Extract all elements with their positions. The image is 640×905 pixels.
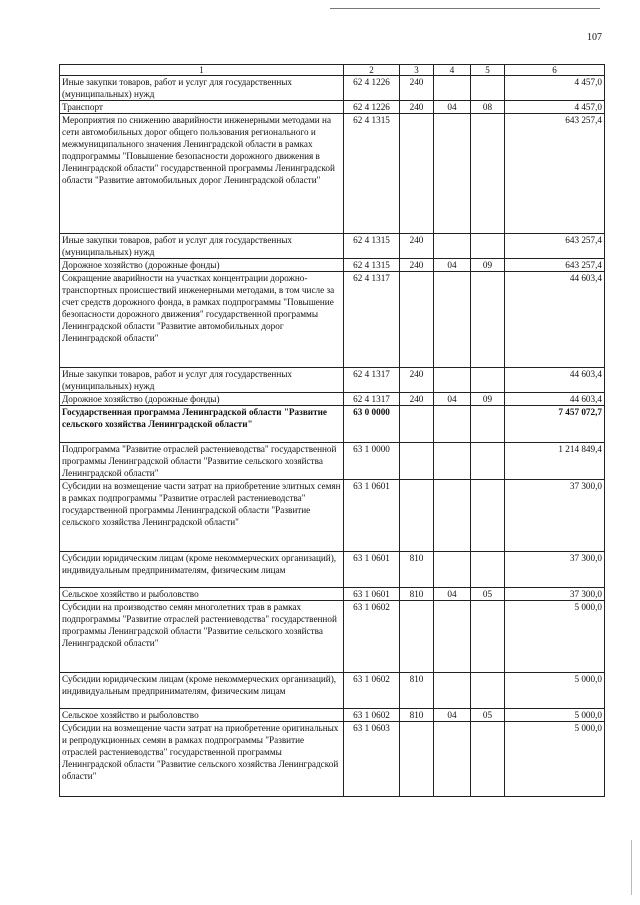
cell-name: Субсидии юридическим лицам (кроме некоммерческих организаций), индивидуальным предпринимателям, физическим лицам — [60, 552, 344, 588]
cell-sum: 1 214 849,4 — [505, 443, 605, 480]
cell-sum: 4 457,0 — [505, 101, 605, 114]
cell-name: Сокращение аварийности на участках концентрации дорожно-транспортных происшествий инженерными методами, в том числе за счет средств дорожного фонда, в рамках подпрограммы "Повышение безопасности дорожного движения" государственной программы Ленинградской области "Развитие автомобильных дорог Ленинградской области" — [60, 272, 344, 368]
cell-name: Иные закупки товаров, работ и услуг для государственных (муниципальных) нужд — [60, 368, 344, 393]
cell-name: Подпрограмма "Развитие отраслей растениеводства" государственной программы Ленинградской области "Развитие сельского хозяйства Ленинградской области" — [60, 443, 344, 480]
table-row — [60, 114, 605, 234]
cell-vr: 810 — [400, 709, 434, 722]
cell-vr: 240 — [400, 393, 434, 406]
cell-pr — [471, 552, 505, 588]
cell-vr: 240 — [400, 368, 434, 393]
cell-pr — [471, 443, 505, 480]
cell-code: 63 1 0601 — [344, 480, 400, 552]
header-col-6: 6 — [505, 65, 605, 76]
cell-rz — [434, 673, 471, 709]
header-col-2: 2 — [344, 65, 400, 76]
cell-name: Иные закупки товаров, работ и услуг для государственных (муниципальных) нужд — [60, 76, 344, 101]
cell-vr — [400, 480, 434, 552]
cell-pr — [471, 480, 505, 552]
cell-sum: 44 603,4 — [505, 393, 605, 406]
table-row — [60, 272, 605, 368]
table-row — [60, 673, 605, 709]
cell-name: Сельское хозяйство и рыболовство — [60, 588, 344, 601]
cell-pr: 09 — [471, 259, 505, 272]
cell-name: Субсидии на возмещение части затрат на приобретение элитных семян в рамках подпрограммы "Развитие отраслей растениеводства" государственной программы Ленинградской области "Развитие сельского хозяйства Ленинградской области" — [60, 480, 344, 552]
cell-code: 63 1 0602 — [344, 673, 400, 709]
cell-sum: 37 300,0 — [505, 588, 605, 601]
cell-sum: 37 300,0 — [505, 552, 605, 588]
cell-code: 63 1 0602 — [344, 601, 400, 673]
cell-rz — [434, 601, 471, 673]
cell-rz: 04 — [434, 259, 471, 272]
cell-rz: 04 — [434, 101, 471, 114]
cell-vr — [400, 601, 434, 673]
cell-code: 63 1 0601 — [344, 552, 400, 588]
cell-vr: 240 — [400, 76, 434, 101]
cell-rz — [434, 368, 471, 393]
cell-name: Субсидии на производство семян многолетних трав в рамках подпрограммы "Развитие отраслей растениеводства" государственной программы Ленинградской области "Развитие сельского хозяйства Ленинградской области" — [60, 601, 344, 673]
cell-vr — [400, 722, 434, 797]
table-row — [60, 76, 605, 101]
cell-vr: 240 — [400, 234, 434, 259]
cell-vr: 810 — [400, 552, 434, 588]
cell-name: Государственная программа Ленинградской области "Развитие сельского хозяйства Ленинградской области" — [60, 406, 344, 443]
cell-name: Сельское хозяйство и рыболовство — [60, 709, 344, 722]
table-row — [60, 234, 605, 259]
cell-vr — [400, 114, 434, 234]
cell-vr: 810 — [400, 588, 434, 601]
cell-code: 63 0 0000 — [344, 406, 400, 443]
cell-pr — [471, 114, 505, 234]
cell-code: 62 4 1315 — [344, 114, 400, 234]
cell-rz — [434, 406, 471, 443]
cell-rz: 04 — [434, 588, 471, 601]
cell-name: Субсидии юридическим лицам (кроме некоммерческих организаций), индивидуальным предпринимателям, физическим лицам — [60, 673, 344, 709]
cell-code: 63 1 0602 — [344, 709, 400, 722]
cell-vr: 240 — [400, 259, 434, 272]
cell-code: 63 1 0603 — [344, 722, 400, 797]
table-row — [60, 722, 605, 797]
cell-sum: 37 300,0 — [505, 480, 605, 552]
cell-rz — [434, 272, 471, 368]
cell-rz — [434, 552, 471, 588]
cell-rz — [434, 480, 471, 552]
table-row — [60, 480, 605, 552]
table-row — [60, 709, 605, 722]
header-col-3: 3 — [400, 65, 434, 76]
cell-code: 62 4 1226 — [344, 76, 400, 101]
cell-pr — [471, 272, 505, 368]
cell-name: Субсидии на возмещение части затрат на приобретение оригинальных и репродукционных семян в рамках подпрограммы "Развитие отраслей растениеводства" государственной программы Ленинградской области "Развитие сельского хозяйства Ленинградской области" — [60, 722, 344, 797]
cell-vr: 240 — [400, 101, 434, 114]
table-row — [60, 393, 605, 406]
header-col-1: 1 — [60, 65, 344, 76]
cell-sum: 5 000,0 — [505, 601, 605, 673]
table-row — [60, 601, 605, 673]
page-number: 107 — [587, 32, 602, 43]
table-body — [60, 65, 605, 797]
cell-code: 62 4 1315 — [344, 259, 400, 272]
cell-pr — [471, 234, 505, 259]
table-row — [60, 443, 605, 480]
cell-sum: 44 603,4 — [505, 272, 605, 368]
cell-sum: 5 000,0 — [505, 673, 605, 709]
cell-code: 62 4 1317 — [344, 272, 400, 368]
cell-sum: 643 257,4 — [505, 234, 605, 259]
cell-sum: 5 000,0 — [505, 722, 605, 797]
cell-code: 62 4 1315 — [344, 234, 400, 259]
header-col-5: 5 — [471, 65, 505, 76]
cell-pr: 05 — [471, 588, 505, 601]
cell-rz — [434, 443, 471, 480]
budget-table — [59, 64, 605, 797]
table-row — [60, 552, 605, 588]
page-edge-mark — [631, 840, 632, 895]
table-row — [60, 588, 605, 601]
cell-sum: 7 457 072,7 — [505, 406, 605, 443]
cell-vr — [400, 272, 434, 368]
cell-code: 62 4 1226 — [344, 101, 400, 114]
cell-code: 62 4 1317 — [344, 368, 400, 393]
cell-sum: 643 257,4 — [505, 259, 605, 272]
cell-name: Мероприятия по снижению аварийности инженерными методами на сети автомобильных дорог общего пользования регионального и межмуниципального значения Ленинградской области в рамках подпрограммы "Повышение безопасности дорожного движения в Ленинградской области" государственной программы Ленинградской области "Развитие автомобильных дорог Ленинградской области" — [60, 114, 344, 234]
cell-name: Дорожное хозяйство (дорожные фонды) — [60, 393, 344, 406]
cell-pr — [471, 406, 505, 443]
cell-pr — [471, 601, 505, 673]
cell-name: Иные закупки товаров, работ и услуг для государственных (муниципальных) нужд — [60, 234, 344, 259]
cell-name: Дорожное хозяйство (дорожные фонды) — [60, 259, 344, 272]
cell-rz: 04 — [434, 709, 471, 722]
cell-vr — [400, 443, 434, 480]
cell-rz — [434, 234, 471, 259]
cell-pr — [471, 673, 505, 709]
cell-sum: 44 603,4 — [505, 368, 605, 393]
cell-vr: 810 — [400, 673, 434, 709]
table-row — [60, 368, 605, 393]
cell-code: 63 1 0601 — [344, 588, 400, 601]
cell-sum: 643 257,4 — [505, 114, 605, 234]
cell-pr — [471, 368, 505, 393]
cell-pr — [471, 722, 505, 797]
table-header-row — [60, 65, 605, 76]
cell-code: 62 4 1317 — [344, 393, 400, 406]
cell-rz — [434, 722, 471, 797]
cell-code: 63 1 0000 — [344, 443, 400, 480]
cell-vr — [400, 406, 434, 443]
cell-rz: 04 — [434, 393, 471, 406]
top-rule — [330, 8, 600, 9]
cell-pr — [471, 76, 505, 101]
header-col-4: 4 — [434, 65, 471, 76]
cell-rz — [434, 76, 471, 101]
cell-pr: 08 — [471, 101, 505, 114]
table-row — [60, 101, 605, 114]
cell-pr: 05 — [471, 709, 505, 722]
cell-sum: 4 457,0 — [505, 76, 605, 101]
cell-name: Транспорт — [60, 101, 344, 114]
cell-rz — [434, 114, 471, 234]
table-row — [60, 406, 605, 443]
cell-pr: 09 — [471, 393, 505, 406]
cell-sum: 5 000,0 — [505, 709, 605, 722]
table-row — [60, 259, 605, 272]
